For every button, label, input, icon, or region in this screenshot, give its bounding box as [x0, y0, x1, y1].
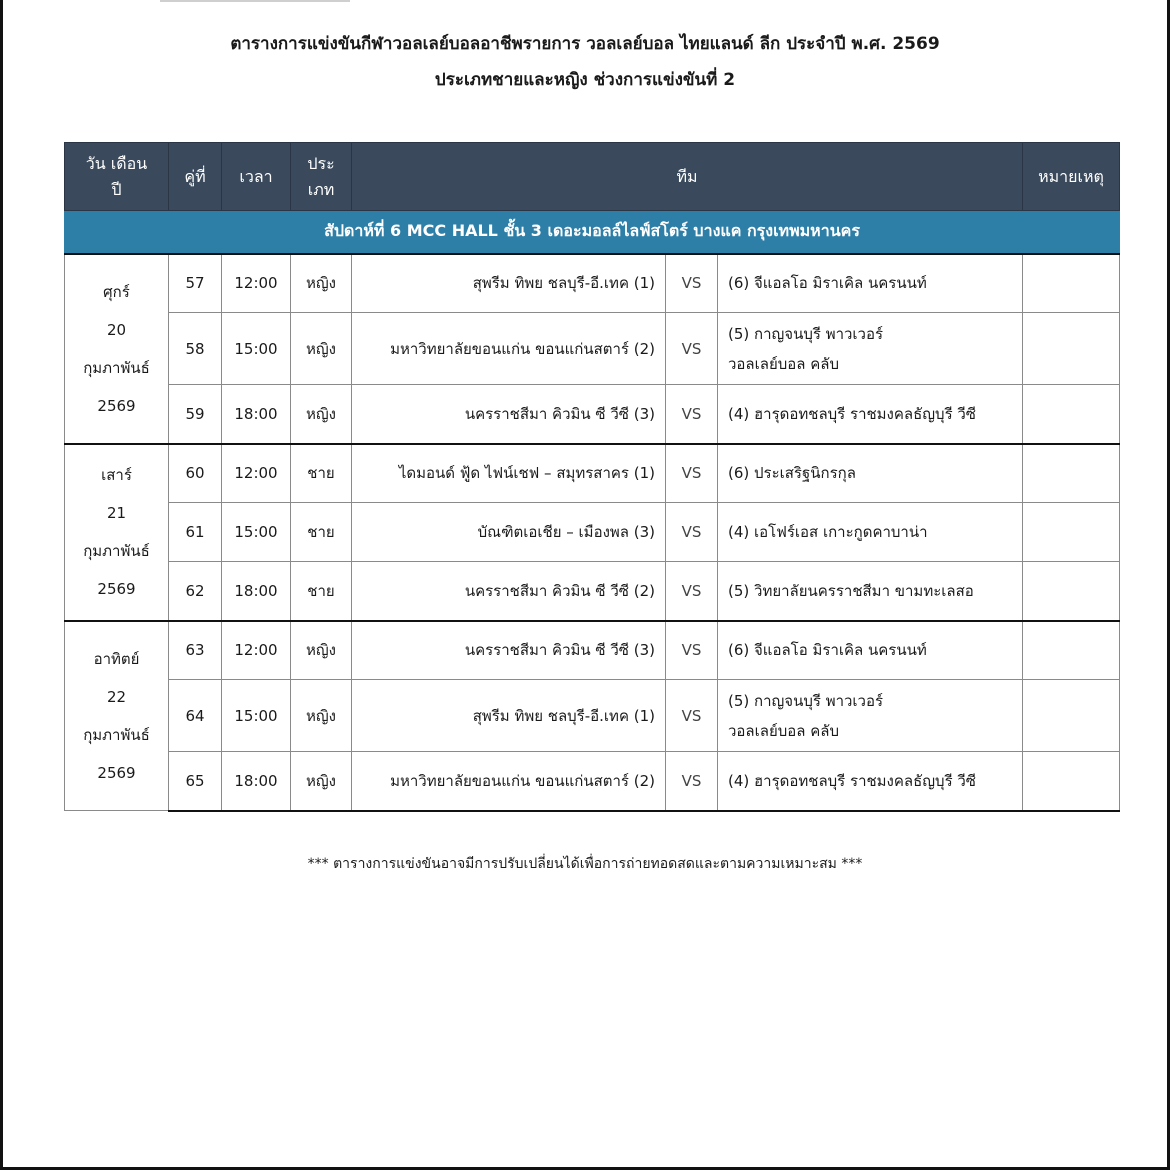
table-row: [65, 385, 1120, 444]
away-team: (6) จีแอลโอ มิราเคิล นครนนท์: [718, 254, 1023, 313]
vs-label: VS: [666, 313, 718, 385]
match-no: 59: [169, 385, 222, 444]
vs-label: VS: [666, 503, 718, 562]
home-team: มหาวิทยาลัยขอนแก่น ขอนแก่นสตาร์ (2): [352, 313, 666, 385]
table-row: [65, 313, 1120, 385]
match-type: หญิง: [291, 752, 352, 811]
table-row: [65, 562, 1120, 621]
frame-left-border: [0, 0, 3, 1170]
match-time: 12:00: [222, 621, 291, 680]
match-type: ชาย: [291, 562, 352, 621]
table-row: [65, 680, 1120, 752]
schedule-table: [64, 142, 1120, 812]
home-team: นครราชสีมา คิวมิน ซี วีซี (2): [352, 562, 666, 621]
match-type: หญิง: [291, 254, 352, 313]
away-team: (5) วิทยาลัยนครราชสีมา ขามทะเลสอ: [718, 562, 1023, 621]
remark-cell: [1023, 444, 1120, 503]
home-team: สุพรีม ทิพย ชลบุรี-อี.เทค (1): [352, 254, 666, 313]
remark-cell: [1023, 562, 1120, 621]
match-time: 18:00: [222, 385, 291, 444]
remark-cell: [1023, 254, 1120, 313]
match-type: ชาย: [291, 503, 352, 562]
table-row: [65, 254, 1120, 313]
match-time: 15:00: [222, 313, 291, 385]
match-time: 15:00: [222, 680, 291, 752]
home-team: นครราชสีมา คิวมิน ซี วีซี (3): [352, 621, 666, 680]
match-no: 65: [169, 752, 222, 811]
match-type: ชาย: [291, 444, 352, 503]
away-team: (4) ฮารุดอทชลบุรี ราชมงคลธัญบุรี วีซี: [718, 385, 1023, 444]
date-cell: ศุกร์ 20 กุมภาพันธ์ 2569: [65, 254, 169, 444]
remark-cell: [1023, 313, 1120, 385]
match-time: 18:00: [222, 752, 291, 811]
away-team: (5) กาญจนบุรี พาวเวอร์ วอลเลย์บอล คลับ: [718, 680, 1023, 752]
table-row: [65, 503, 1120, 562]
home-team: ไดมอนด์ ฟู้ด ไฟน์เชฟ – สมุทรสาคร (1): [352, 444, 666, 503]
page-title: ตารางการแข่งขันกีฬาวอลเลย์บอลอาชีพรายการ วอลเลย์บอล ไทยแลนด์ ลีก ประจำปี พ.ศ. 2569: [230, 34, 940, 54]
match-time: 12:00: [222, 254, 291, 313]
date-cell: เสาร์ 21 กุมภาพันธ์ 2569: [65, 444, 169, 621]
header-time: เวลา: [222, 143, 291, 211]
date-cell: อาทิตย์ 22 กุมภาพันธ์ 2569: [65, 621, 169, 811]
header-match-no: คู่ที่: [169, 143, 222, 211]
vs-label: VS: [666, 385, 718, 444]
match-no: 62: [169, 562, 222, 621]
home-team: บัณฑิตเอเชีย – เมืองพล (3): [352, 503, 666, 562]
remark-cell: [1023, 621, 1120, 680]
header-date: วัน เดือน ปี: [65, 143, 169, 211]
match-no: 58: [169, 313, 222, 385]
match-no: 64: [169, 680, 222, 752]
match-no: 61: [169, 503, 222, 562]
match-time: 12:00: [222, 444, 291, 503]
match-type: หญิง: [291, 680, 352, 752]
home-team: นครราชสีมา คิวมิน ซี วีซี (3): [352, 385, 666, 444]
away-team: (4) เอโฟร์เอส เกาะกูดคาบาน่า: [718, 503, 1023, 562]
header-row: [65, 143, 1120, 211]
page-subtitle: ประเภทชายและหญิง ช่วงการแข่งขันที่ 2: [434, 70, 736, 90]
remark-cell: [1023, 752, 1120, 811]
vs-label: VS: [666, 680, 718, 752]
vs-label: VS: [666, 254, 718, 313]
vs-label: VS: [666, 444, 718, 503]
away-team: (4) ฮารุดอทชลบุรี ราชมงคลธัญบุรี วีซี: [718, 752, 1023, 811]
week-banner: สัปดาห์ที่ 6 MCC HALL ชั้น 3 เดอะมอลล์ไลฟ์สโตร์ บางแค กรุงเทพมหานคร: [65, 211, 1120, 254]
week-banner-row: [65, 211, 1120, 254]
table-row: [65, 444, 1120, 503]
home-team: มหาวิทยาลัยขอนแก่น ขอนแก่นสตาร์ (2): [352, 752, 666, 811]
home-team: สุพรีม ทิพย ชลบุรี-อี.เทค (1): [352, 680, 666, 752]
match-time: 15:00: [222, 503, 291, 562]
match-type: หญิง: [291, 385, 352, 444]
top-divider: [160, 0, 350, 2]
header-team: ทีม: [352, 143, 1023, 211]
vs-label: VS: [666, 562, 718, 621]
header-type: ประ เภท: [291, 143, 352, 211]
remark-cell: [1023, 680, 1120, 752]
match-no: 57: [169, 254, 222, 313]
footnote: *** ตารางการแข่งขันอาจมีการปรับเปลี่ยนได้เพื่อการถ่ายทอดสดและตามความเหมาะสม ***: [307, 856, 863, 872]
remark-cell: [1023, 503, 1120, 562]
match-no: 60: [169, 444, 222, 503]
away-team: (6) จีแอลโอ มิราเคิล นครนนท์: [718, 621, 1023, 680]
table-row: [65, 752, 1120, 811]
vs-label: VS: [666, 752, 718, 811]
table-row: [65, 621, 1120, 680]
vs-label: VS: [666, 621, 718, 680]
match-time: 18:00: [222, 562, 291, 621]
header-remark: หมายเหตุ: [1023, 143, 1120, 211]
away-team: (5) กาญจนบุรี พาวเวอร์ วอลเลย์บอล คลับ: [718, 313, 1023, 385]
away-team: (6) ประเสริฐนิกรกุล: [718, 444, 1023, 503]
match-no: 63: [169, 621, 222, 680]
match-type: หญิง: [291, 621, 352, 680]
match-type: หญิง: [291, 313, 352, 385]
remark-cell: [1023, 385, 1120, 444]
